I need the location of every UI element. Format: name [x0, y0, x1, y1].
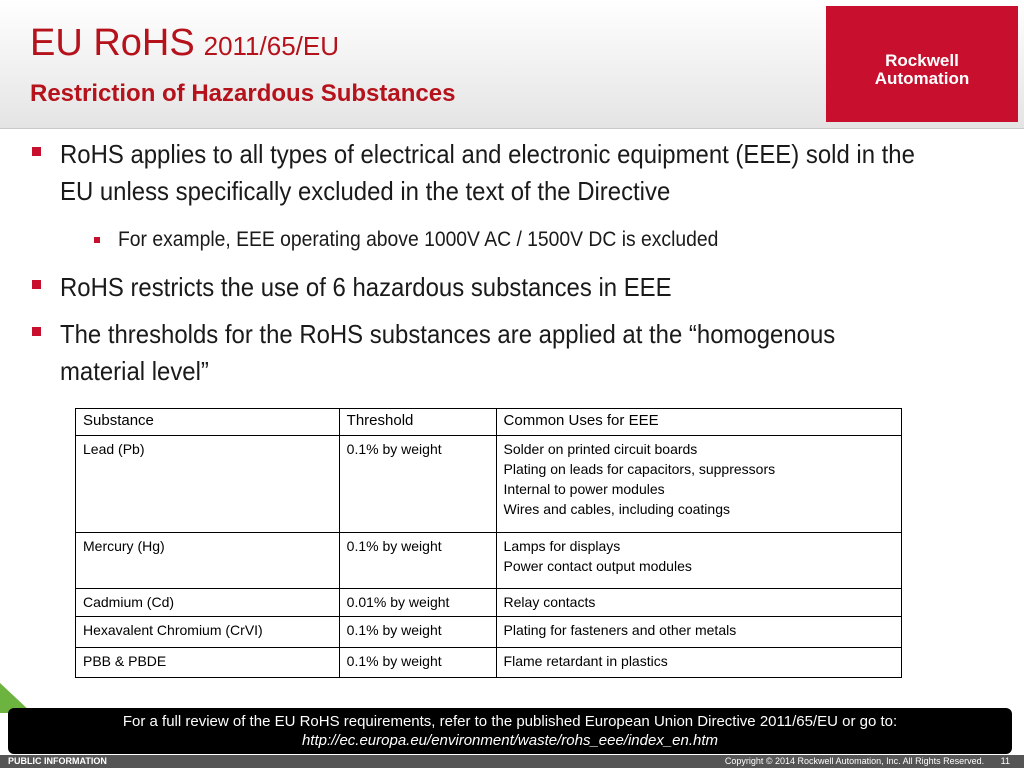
bullet-item: The thresholds for the RoHS substances are applied at the “homogenous material level” [60, 319, 836, 386]
copyright-text: Copyright © 2014 Rockwell Automation, Inc. All Rights Reserved. [724, 756, 985, 766]
use-item: Lamps for displays [503, 538, 621, 554]
table-row [76, 617, 902, 648]
substance-cell: Cadmium (Cd) [76, 589, 340, 617]
uses-cell [496, 436, 901, 533]
reference-note-text: For a full review of the EU RoHS requirements, refer to the published European Union Directive 2011/65/EU or go to: [122, 713, 898, 730]
column-header: Threshold [339, 409, 496, 436]
uses-cell [496, 617, 901, 648]
uses-cell [496, 589, 901, 617]
footer-right [725, 755, 1010, 768]
bullet-marker-icon [32, 327, 41, 336]
table-row [76, 533, 902, 589]
bullet-marker-icon [32, 147, 41, 156]
use-item: Relay contacts [503, 594, 596, 610]
table-row [76, 436, 902, 533]
use-item: Solder on printed circuit boards [503, 441, 698, 457]
logo-line-2: Automation [874, 69, 970, 88]
bullet-item: RoHS applies to all types of electrical and electronic equipment (EEE) sold in the EU unless specifically excluded in the text of the Directive [60, 139, 915, 206]
footer-bar [0, 755, 1024, 768]
substance-table [75, 408, 902, 678]
threshold-cell: 0.01% by weight [339, 589, 496, 617]
sub-bullet-item: For example, EEE operating above 1000V AC / 1500V DC is excluded [118, 228, 719, 251]
classification-label: PUBLIC INFORMATION [8, 756, 107, 766]
threshold-cell: 0.1% by weight [339, 617, 496, 648]
substance-cell: PBB & PBDE [76, 648, 340, 678]
column-header: Substance [76, 409, 340, 436]
title-code-text: 2011/65/EU [203, 31, 340, 61]
threshold-cell: 0.1% by weight [339, 436, 496, 533]
use-item: Power contact output modules [503, 558, 692, 574]
slide-subtitle: Restriction of Hazardous Substances [30, 80, 456, 107]
use-item: Wires and cables, including coatings [503, 501, 730, 517]
substance-cell: Lead (Pb) [76, 436, 340, 533]
threshold-cell: 0.1% by weight [339, 533, 496, 589]
use-item: Plating for fasteners and other metals [503, 622, 737, 638]
reference-url-link[interactable]: http://ec.europa.eu/environment/waste/rohs_eee/index_en.htm [301, 732, 719, 749]
column-header: Common Uses for EEE [496, 409, 901, 436]
title-main-text: EU RoHS [30, 22, 195, 64]
table-row [76, 648, 902, 678]
use-item: Flame retardant in plastics [503, 653, 668, 669]
substance-cell: Mercury (Hg) [76, 533, 340, 589]
table-row [76, 589, 902, 617]
bullet-item: RoHS restricts the use of 6 hazardous substances in EEE [60, 272, 672, 302]
uses-cell [496, 533, 901, 589]
rockwell-logo [826, 6, 1018, 122]
threshold-cell: 0.1% by weight [339, 648, 496, 678]
bullet-marker-icon [32, 280, 41, 289]
sub-bullet-marker-icon [94, 237, 100, 243]
page-number: 11 [1000, 756, 1010, 766]
slide-title [30, 22, 339, 65]
use-item: Plating on leads for capacitors, suppressors [503, 461, 776, 477]
use-item: Internal to power modules [503, 481, 665, 497]
uses-cell [496, 648, 901, 678]
reference-note-bar [8, 708, 1012, 754]
logo-line-1: Rockwell [885, 51, 959, 70]
substance-cell: Hexavalent Chromium (CrVI) [76, 617, 340, 648]
slide-header [0, 0, 1024, 129]
table-header-row [76, 409, 902, 436]
logo-text [826, 52, 1018, 88]
